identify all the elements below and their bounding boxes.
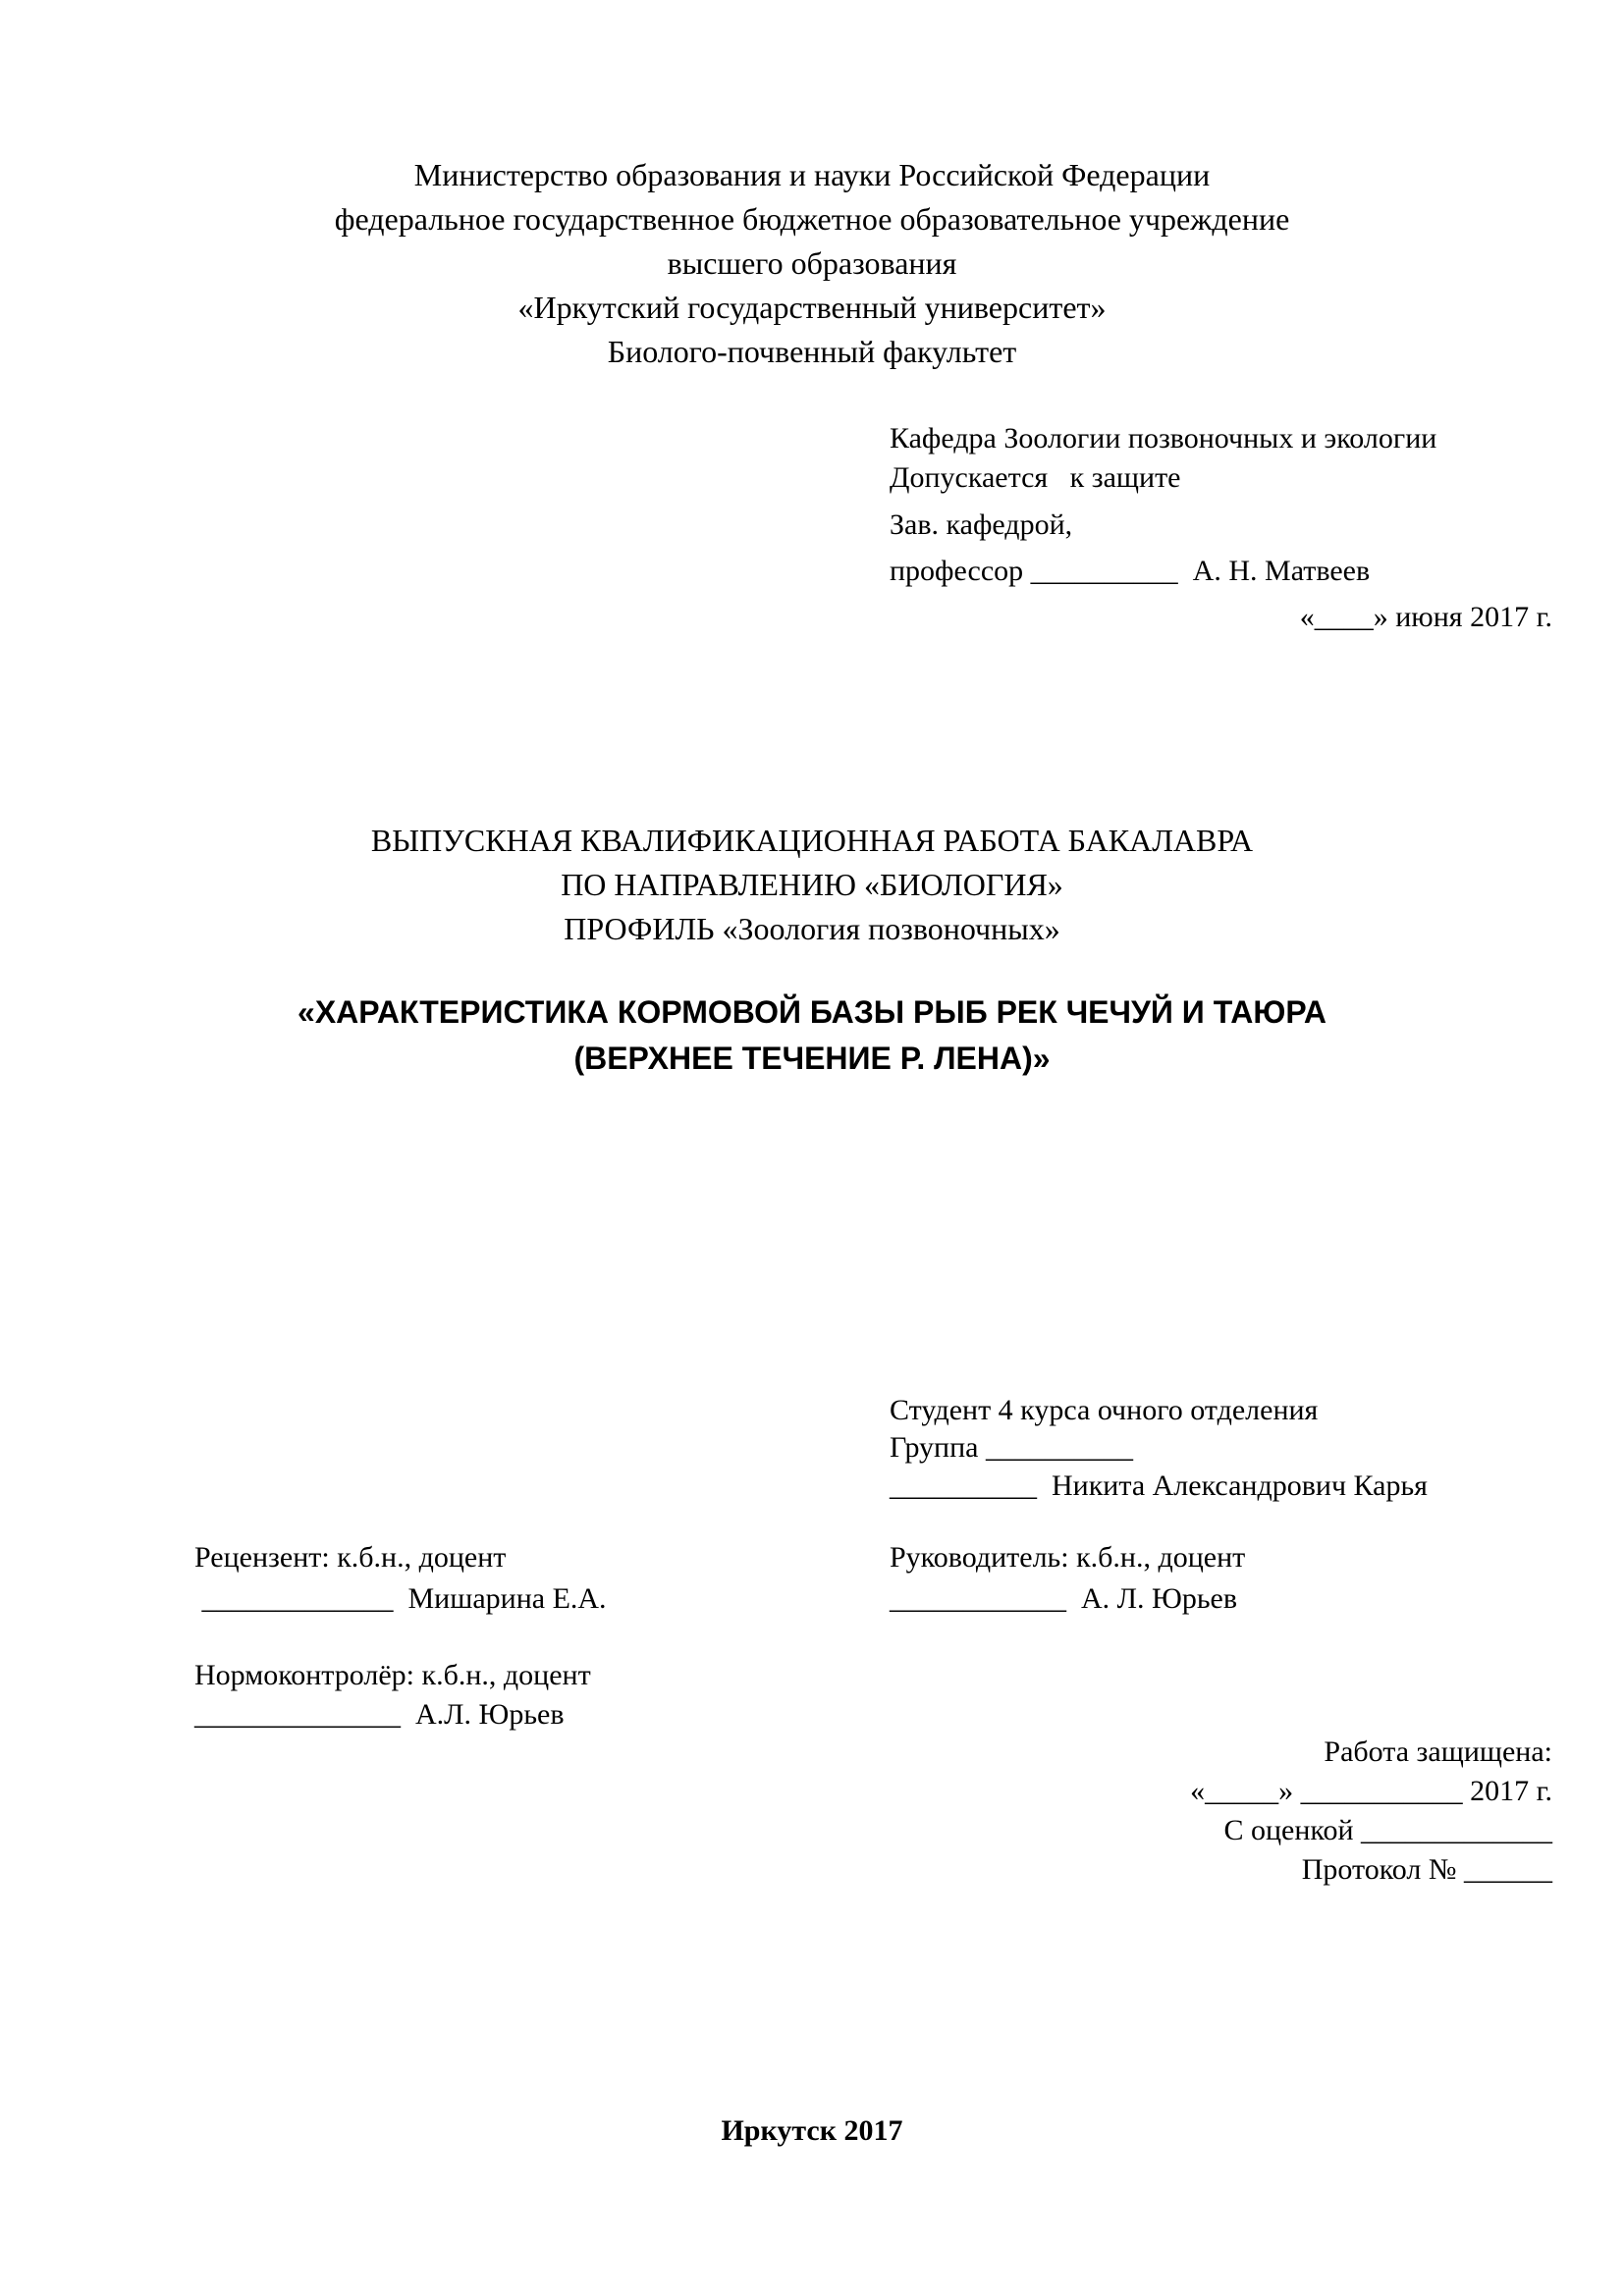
header-line-institution-type: федеральное государственное бюджетное образовательное учреждение [334, 201, 1290, 237]
thesis-title-line-2: (ВЕРХНЕЕ ТЕЧЕНИЕ Р. ЛЕНА)» [573, 1041, 1051, 1076]
admitted-to-defense: Допускается к защите [890, 461, 1181, 494]
head-of-department: Зав. кафедрой, [890, 508, 1073, 541]
thesis-title-line-1: «ХАРАКТЕРИСТИКА КОРМОВОЙ БАЗЫ РЫБ РЕК ЧЕЧУЙ И ТАЮРА [298, 994, 1326, 1030]
header-line-ministry: Министерство образования и науки Российской Федерации [413, 157, 1211, 192]
student-name-line: __________ Никита Александрович Карья [890, 1469, 1428, 1502]
header-line-faculty: Биолого-почвенный факультет [607, 334, 1017, 369]
norm-controller-name-line: ______________ А.Л. Юрьев [194, 1698, 565, 1731]
reviewer-name-line: _____________ Мишарина Е.А. [194, 1582, 607, 1615]
approval-date-line: «____» июня 2017 г. [1299, 601, 1552, 633]
work-type-line-1: ВЫПУСКНАЯ КВАЛИФИКАЦИОННАЯ РАБОТА БАКАЛАВРА [370, 823, 1254, 858]
student-group: Группа __________ [890, 1431, 1133, 1464]
supervisor-title: Руководитель: к.б.н., доцент [890, 1541, 1246, 1574]
professor-signature-line: профессор __________ А. Н. Матвеев [890, 555, 1371, 587]
protocol-line: Протокол № ______ [1301, 1853, 1552, 1886]
department-name: Кафедра Зоологии позвоночных и экологии [890, 422, 1437, 454]
reviewer-title: Рецензент: к.б.н., доцент [194, 1541, 507, 1574]
city-year-footer: Иркутск 2017 [721, 2114, 903, 2147]
grade-line: С оценкой _____________ [1223, 1814, 1552, 1846]
header-line-university: «Иркутский государственный университет» [517, 290, 1107, 325]
header-line-education-level: высшего образования [667, 245, 957, 281]
work-type-line-2: ПО НАПРАВЛЕНИЮ «БИОЛОГИЯ» [561, 867, 1063, 902]
defense-date-line: «_____» ___________ 2017 г. [1190, 1775, 1552, 1807]
work-type-line-3: ПРОФИЛЬ «Зоология позвоночных» [564, 911, 1060, 946]
student-course: Студент 4 курса очного отделения [890, 1394, 1319, 1426]
norm-controller-title: Нормоконтролёр: к.б.н., доцент [194, 1659, 591, 1691]
defended-label: Работа защищена: [1324, 1735, 1552, 1768]
supervisor-name-line: ____________ А. Л. Юрьев [890, 1582, 1238, 1615]
